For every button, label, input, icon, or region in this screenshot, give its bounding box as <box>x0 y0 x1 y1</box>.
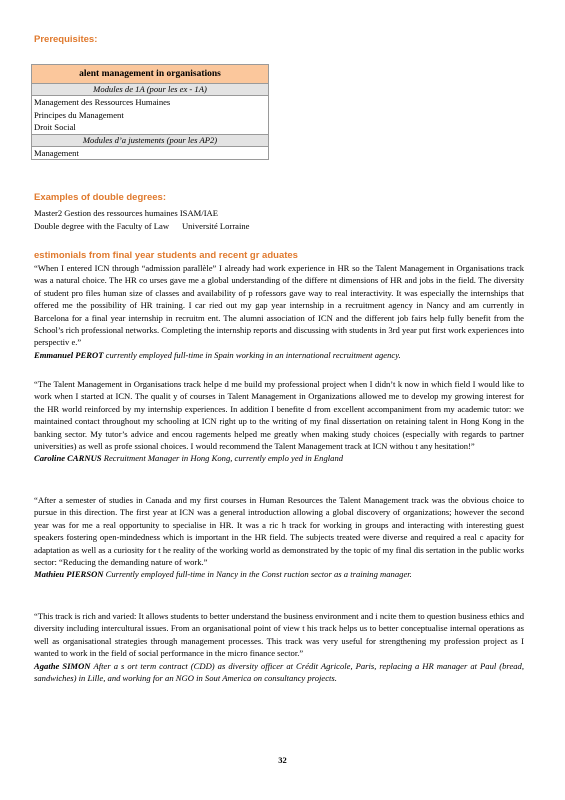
page-number: 32 <box>278 755 287 765</box>
testimonial-4 <box>34 610 524 684</box>
prerequisites-heading: Prerequisites: <box>34 34 98 45</box>
testimonial-role: Currently employed full-time in Nancy in the Const ruction sector as a training manager. <box>105 569 412 580</box>
testimonial-author: Caroline CARNUS <box>34 453 102 464</box>
testimonials-heading: estimonials from final year students and recent gr aduates <box>34 250 298 261</box>
testimonial-text: “This track is rich and varied: It allows students to better understand the business environment and i ncite them to question business ethics and diversity including intercultural issues. From an organisational point of view t his track helps us to better conceptualise internal operations as well as organisational strategies through management processes. This track was very useful for strengthening my profession project as I wanted to work in the field of social performance in the micro finance sector.” <box>34 611 524 659</box>
testimonial-text: “The Talent Management in Organisations track helpe d me build my professional project when I didn’t k now in which field I would like to work when I started at ICN. The qualit y of courses in Talent Management in Organizations allowed me to develop my growing interest for the HR world reinforced by my internship experiences. In addition I benefite d from excellent accompaniment from my academic tutor: we maintained contact throughout my schooling at ICN right up to the writing of my final dissertation on retaining talent in Hong Kong in the banking sector. My tutor’s advice and encou ragements helped me greatly when making study choices (especially with regards to partner universities) as well as profe ssional choices. I would recommend the Talent Management track at ICN withou t any hesitation!” <box>34 379 524 452</box>
testimonial-text: “After a semester of studies in Canada and my first courses in Human Resources the Talent Management track was the obvious choice to pursue in this direction. The first year at ICN was a general introduction allowing a global discovery of organizations; however the second year was for me a real opportunity to specialise in HR. It was a ric h track for working in groups and interacting with interesting guest speakers fostering open-mindedness which is important in the HR field. The subjects treated were diverse and required a real c apacity for adaptation as well as a curiosity for t he reality of the working world as demonstrated by the topic of my final dis sertation in the public works sector: “Reducing the demanding nature of work.” <box>34 495 524 568</box>
testimonial-role: Recruitment Manager in Hong Kong, currently emplo yed in England <box>103 453 344 464</box>
table-row: Principes du Management <box>34 109 124 120</box>
table-row: Management <box>32 147 268 161</box>
testimonial-role: currently employed full-time in Spain working in an international recruitment agency. <box>105 349 401 360</box>
testimonial-role: After a s ort term contract (CDD) as diversity officer at Crédit Agricole, Paris, replacing a HR manager at Paul (bread, sandwiches) in Lille, and working for an NGO in Sout America on consultancy projects. <box>34 660 525 684</box>
examples-heading: Examples of double degrees: <box>34 192 166 203</box>
testimonial-author: Agathe SIMON <box>34 660 91 671</box>
testimonial-1 <box>34 262 524 361</box>
testimonial-2 <box>34 378 524 465</box>
testimonial-author: Mathieu PIERSON <box>34 569 104 580</box>
modules-table <box>31 64 269 160</box>
table-row: Management des Ressources Humaines <box>34 97 171 107</box>
table-section-ap2: Modules d’a justements (pour les AP2) <box>32 135 268 147</box>
table-row: Droit Social <box>32 121 268 135</box>
list-item: Master2 Gestion des ressources humaines ISAM/IAE <box>34 208 219 218</box>
testimonial-text: “When I entered ICN through “admission parallèle” I already had work experience in HR so the Talent Management in Organisations track was a natural choice. The HR co urses gave me a global understanding of the differe nt dimensions of HR and jobs in the field. The diversity of student pro files human size of classes and availability of p rofessors gave way to real interactivity. It was especially the internships that offered me the possibility of HR training. I car ried out my gap year internship in a recruitment agency in Nancy and am currently in Barcelona for a final year internship in recruitm ent. The alumni association of ICN and the different job fairs help fully benefit from the School’s rich professional networks. Completing the internship reports and discussing with students in 3rd year put first work experiences into perspectiv e.” <box>34 263 524 348</box>
examples-list <box>34 207 250 233</box>
list-item: Double degree with the Faculty of Law Université Lorraine <box>34 221 250 231</box>
testimonial-author: Emmanuel PEROT <box>34 349 104 360</box>
testimonial-3 <box>34 494 524 581</box>
table-title: alent management in organisations <box>32 65 268 84</box>
table-section-1a: Modules de 1A (pour les ex - 1A) <box>32 84 268 96</box>
